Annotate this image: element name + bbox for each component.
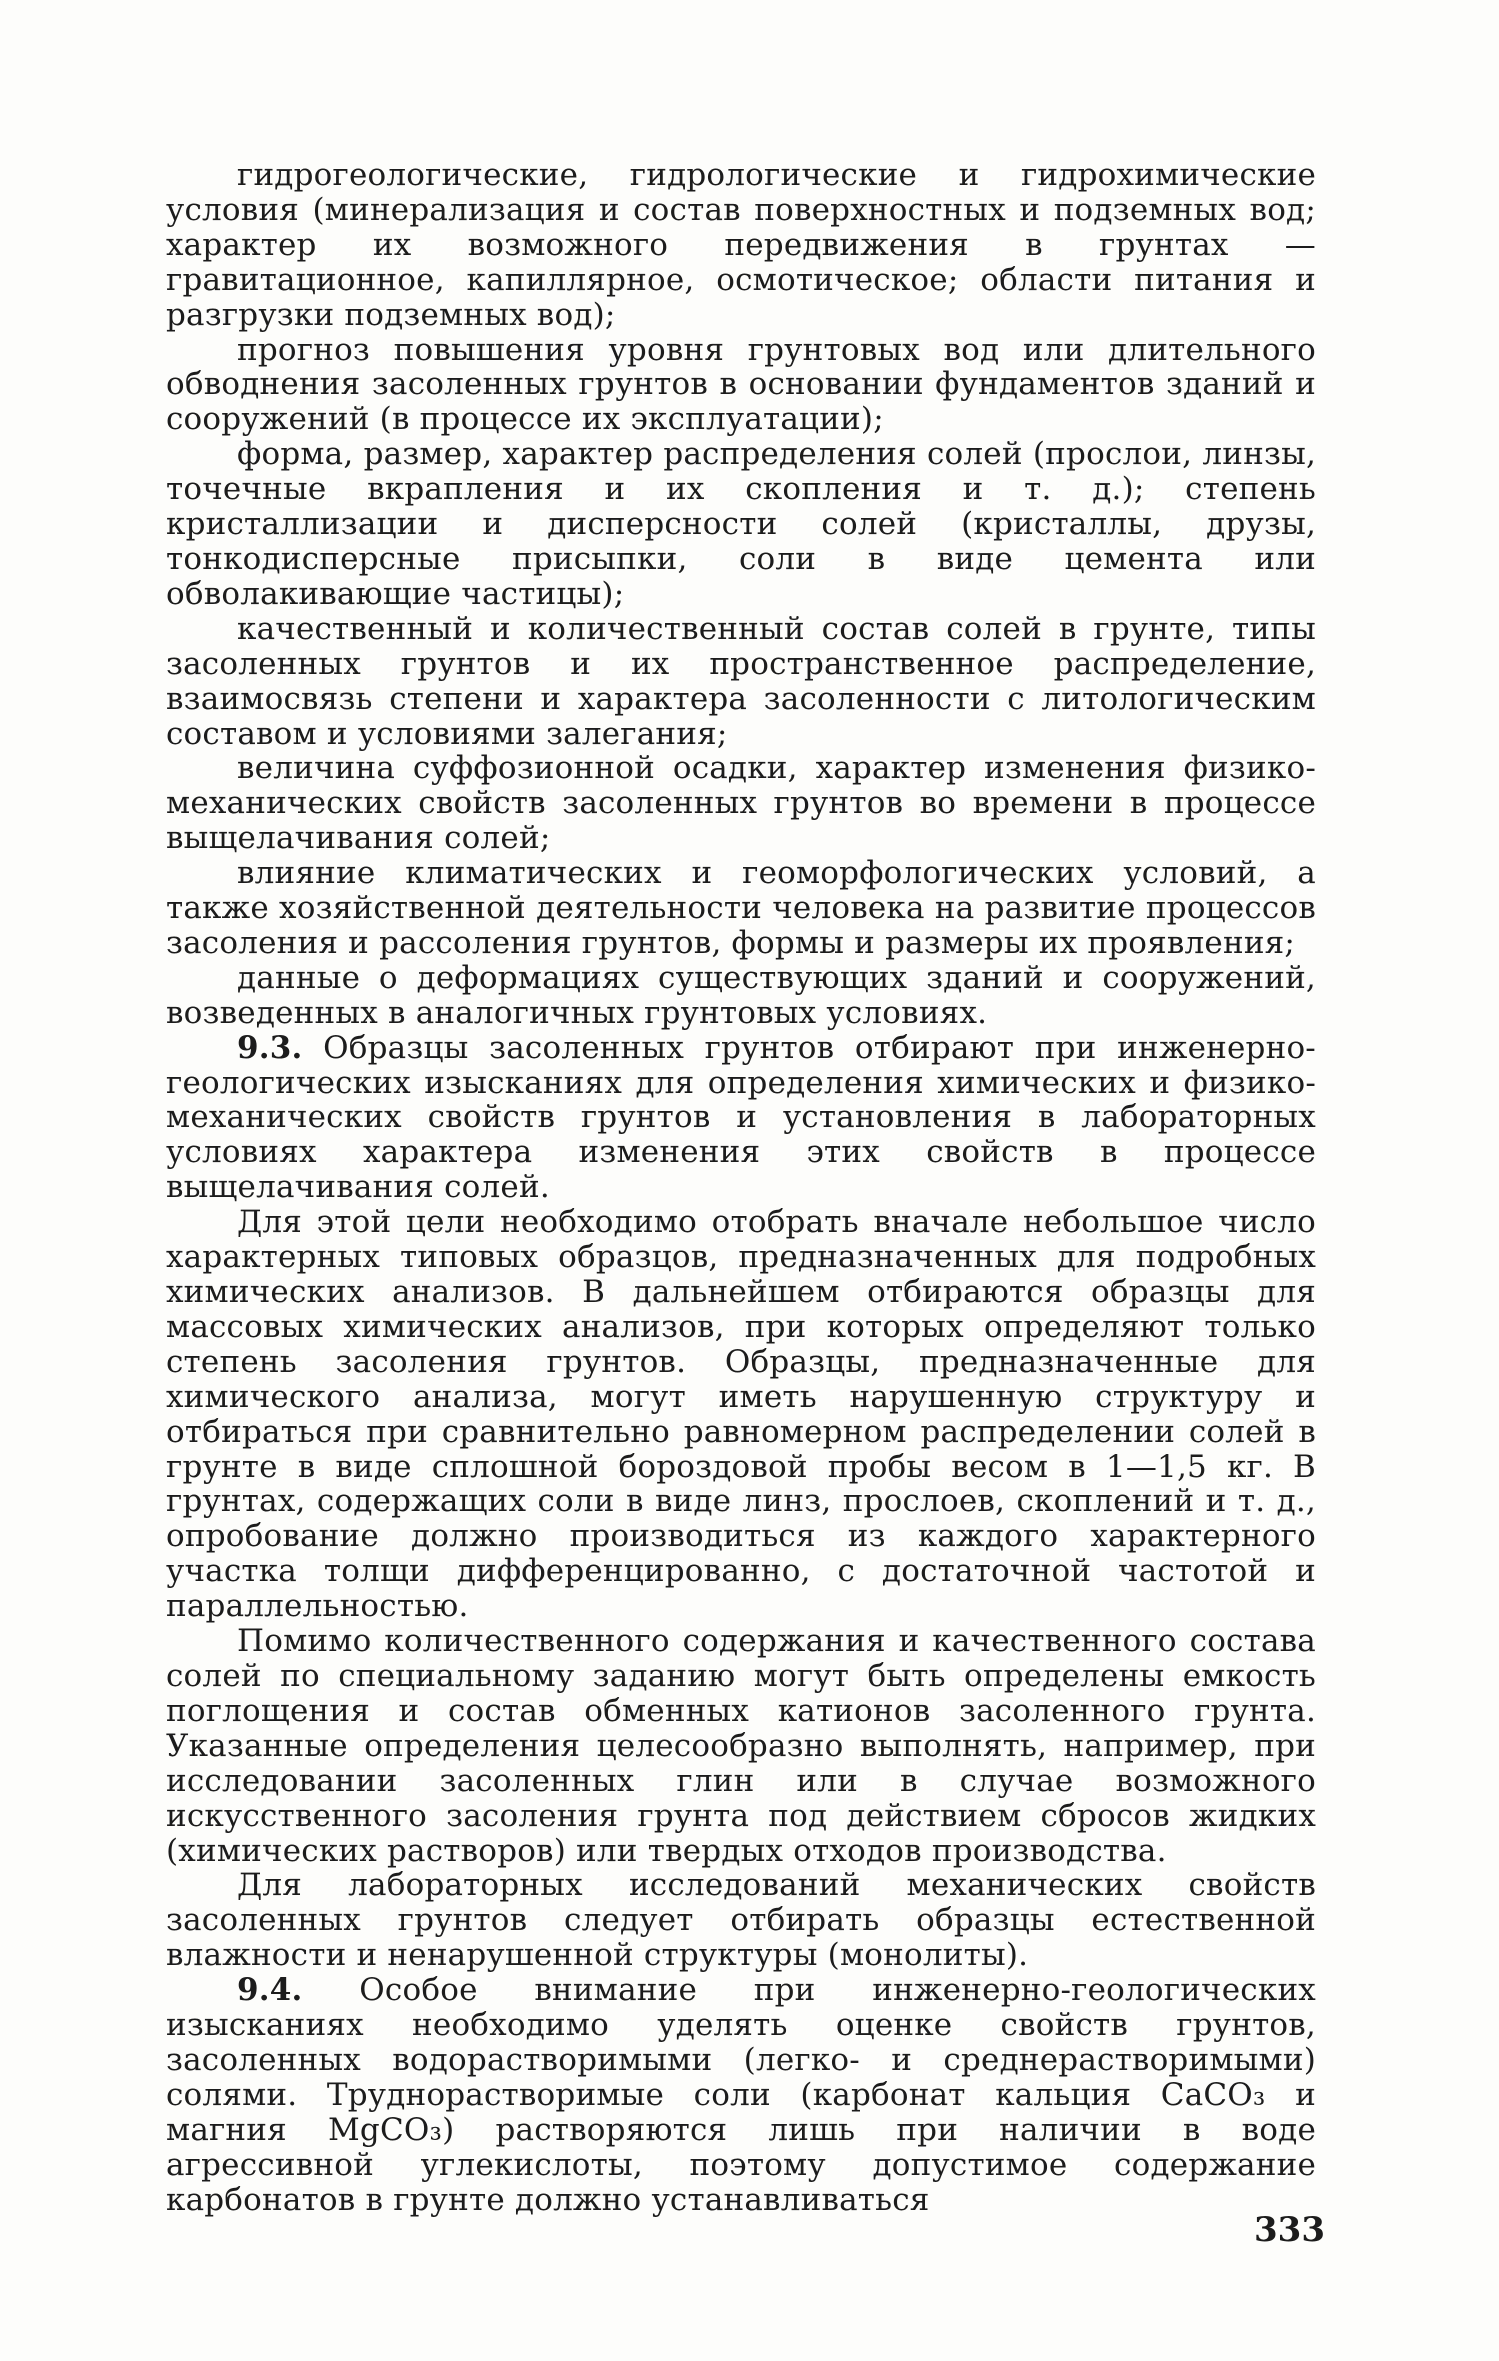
paragraph-text: Для этой цели необходимо отобрать вначале небольшое число характерных типовых образцов, предназначенных для подробных химических анализов. В дальнейшем отбираются образцы для массовых химических анализов, при которых определяют только степень засоления грунтов. Образцы, предназначенные для химического анализа, могут иметь нарушенную структуру и отбираться при сравнительно равномерном распределении солей в грунте в виде сплошной бороздовой пробы весом в 1—1,5 кг. В грунтах, содержащих соли в виде линз, прослоев, скоплений и т. д., опробование должно производиться из каждого характерного участка толщи дифференцированно, с достаточной частотой и параллельностью. bbox=[166, 1204, 1316, 1625]
body-text bbox=[166, 158, 1316, 2217]
paragraph-text: гидрогеологические, гидрологические и гидрохимические условия (минерализация и состав поверхностных и подземных вод; характер их возможного передвижения в грунтах — гравитационное, капиллярное, осмотическое; области питания и разгрузки подземных вод); bbox=[166, 157, 1316, 333]
paragraph-section-9-4 bbox=[166, 1973, 1316, 2217]
paragraph-climate-influence bbox=[166, 856, 1316, 961]
paragraph-text: Особое внимание при инженерно-геологических изысканиях необходимо уделять оценке свойств грунтов, засоленных водорастворимыми (легко- и среднерастворимыми) солями. Труднорастворимые соли (карбонат кальция CaCO₃ и магния MgCO₃) растворяются лишь при наличии в воде агрессивной углекислоты, поэтому допустимое содержание карбонатов в грунте должно устанавливаться bbox=[166, 1972, 1316, 2218]
paragraph-suffosion bbox=[166, 751, 1316, 856]
paragraph-text: величина суффозионной осадки, характер изменения физико-механических свойств засоленных грунтов во времени в процессе выщелачивания солей; bbox=[166, 750, 1316, 857]
paragraph-text: Образцы засоленных грунтов отбирают при инженерно-геологических изысканиях для определения химических и физико-механических свойств грунтов и установления в лабораторных условиях характера изменения этих свойств в процессе выщелачивания солей. bbox=[166, 1029, 1316, 1206]
paragraph-text: качественный и количественный состав солей в грунте, типы засоленных грунтов и их пространственное распределение, взаимосвязь степени и характера засоленности с литологическим составом и условиями залегания; bbox=[166, 610, 1316, 752]
paragraph-monoliths bbox=[166, 1868, 1316, 1973]
paragraph-text: форма, размер, характер распределения солей (прослои, линзы, точечные вкрапления и их скопления и т. д.); степень кристаллизации и дисперсности солей (кристаллы, друзы, тонкодисперсные присыпки, соли в виде цемента или обволакивающие частицы); bbox=[166, 436, 1316, 612]
paragraph-hydrogeology bbox=[166, 158, 1316, 333]
paragraph-text: прогноз повышения уровня грунтовых вод или длительного обводнения засоленных грунтов в основании фундаментов зданий и сооружений (в процессе их эксплуатации); bbox=[166, 331, 1316, 438]
paragraph-text: данные о деформациях существующих зданий и сооружений, возведенных в аналогичных грунтовых условиях. bbox=[166, 959, 1316, 1031]
paragraph-text: Помимо количественного содержания и качественного состава солей по специальному заданию могут быть определены емкость поглощения и состав обменных катионов засоленного грунта. Указанные определения целесообразно выполнять, например, при исследовании засоленных глин или в случае возможного искусственного засоления грунта под действием сбросов жидких (химических растворов) или твердых отходов производства. bbox=[166, 1623, 1316, 1869]
paragraph-deformation-data bbox=[166, 961, 1316, 1031]
paragraph-text: влияние климатических и геоморфологических условий, а также хозяйственной деятельности человека на развитие процессов засоления и рассоления грунтов, формы и размеры их проявления; bbox=[166, 855, 1316, 961]
paragraph-cation-exchange bbox=[166, 1624, 1316, 1868]
section-number: 9.4. bbox=[237, 1972, 303, 2009]
paragraph-groundwater-forecast bbox=[166, 333, 1316, 438]
paragraph-salt-composition bbox=[166, 612, 1316, 752]
paragraph-salt-form bbox=[166, 437, 1316, 612]
paragraph-text: Для лабораторных исследований механических свойств засоленных грунтов следует отбирать образцы естественной влажности и ненарушенной структуры (монолиты). bbox=[166, 1867, 1316, 1974]
page-number: 333 bbox=[1254, 2210, 1325, 2250]
paragraph-sampling bbox=[166, 1205, 1316, 1624]
section-number: 9.3. bbox=[237, 1029, 303, 1066]
paragraph-section-9-3 bbox=[166, 1031, 1316, 1206]
